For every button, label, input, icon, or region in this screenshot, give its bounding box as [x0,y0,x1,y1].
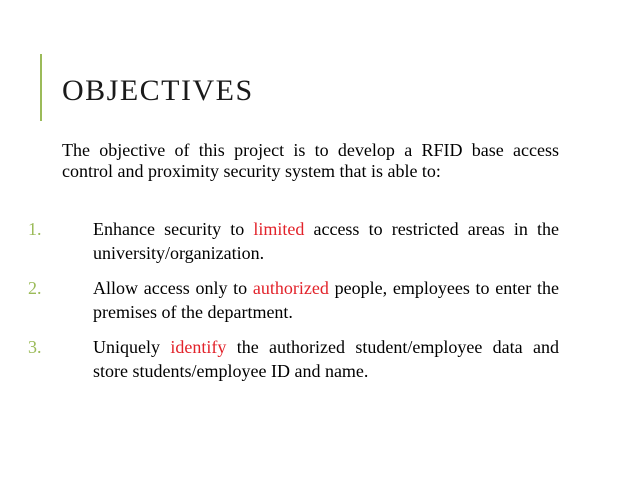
objective-highlight-word: identify [170,337,227,357]
title-accent-bar [40,54,42,121]
objective-number: 1. [28,219,42,239]
objective-number: 3. [28,337,42,357]
objective-text-after: the authorized student/employee data and store students/employee ID and name. [93,337,559,381]
objective-item-3 [28,335,559,383]
intro-paragraph: The objective of this project is to develop a RFID base access control and proximity security system that is able to: [62,140,559,181]
objective-highlight-word: authorized [252,278,329,298]
objective-highlight-word: limited [253,219,305,239]
objectives-list [28,217,559,394]
objective-text-before: Allow access only to [93,278,253,298]
objective-number: 2. [28,278,42,298]
objective-text-after: people, employees to enter the premises of the department. [93,278,559,322]
objective-item-2 [28,276,559,324]
objective-text-before: Enhance security to [93,219,254,239]
objective-text-after: access to restricted areas in the university/organization. [93,219,560,263]
slide-title: OBJECTIVES [62,74,254,107]
objective-item-1 [28,217,559,265]
objective-text-before: Uniquely [93,337,171,357]
